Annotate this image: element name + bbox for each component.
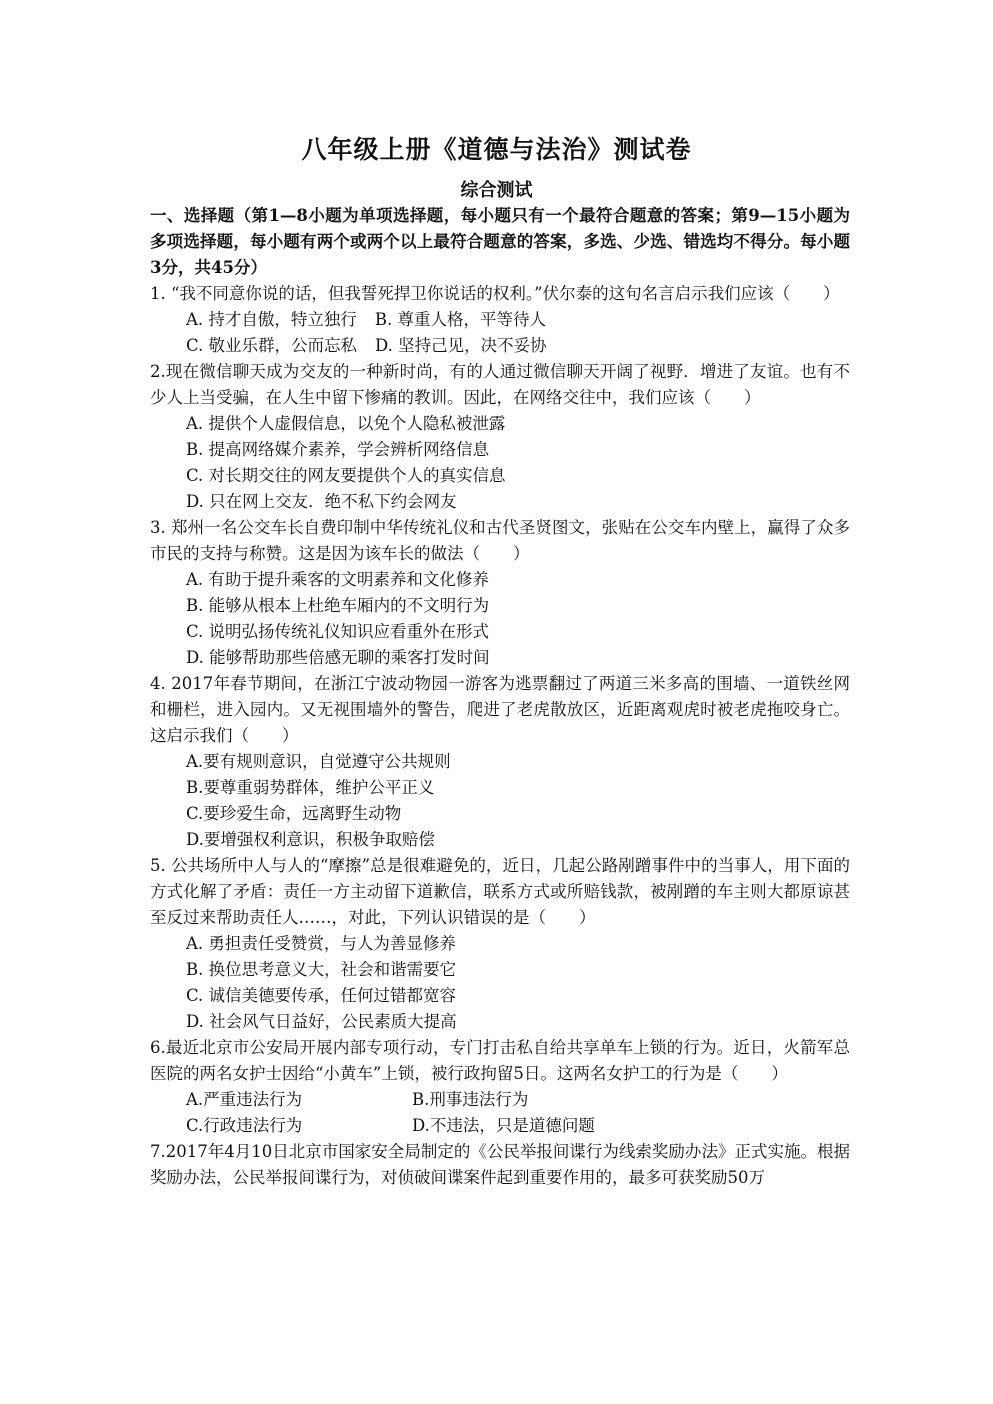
option: A.严重违法行为 xyxy=(186,1090,303,1109)
option: B.刑事违法行为 xyxy=(412,1090,529,1109)
question-stem: 4. 2017年春节期间，在浙江宁波动物园一游客为逃票翻过了两道三米多高的围墙、一道铁丝网和栅栏，进入园内。又无视围墙外的警告，爬进了老虎散放区，近距离观虎时被老虎拖咬身亡。这启示我们（ ） xyxy=(150,674,850,745)
option: B. 换位思考意义大，社会和谐需要它 xyxy=(186,960,457,979)
option: C. 对长期交往的网友要提供个人的真实信息 xyxy=(186,466,506,485)
page-title: 八年级上册《道德与法治》测试卷 xyxy=(301,135,692,164)
option: B. 能够从根本上杜绝车厢内的不文明行为 xyxy=(186,596,490,615)
option: C.要珍爱生命，远离野生动物 xyxy=(186,804,402,823)
question-stem: 2.现在微信聊天成为交友的一种新时尚，有的人通过微信聊天开阔了视野．增进了友谊。也有不少人上当受骗，在人生中留下惨痛的教训。因此，在网络交往中，我们应该（ ） xyxy=(150,362,850,407)
page-subtitle: 综合测试 xyxy=(460,180,533,201)
question-stem: 5. 公共场所中人与人的“摩擦”总是很难避免的，近日，几起公路剐蹭事件中的当事人，用下面的方式化解了矛盾：责任一方主动留下道歉信，联系方式或所赔钱款，被剐蹭的车主则大都原谅甚至反过来帮助责任人……，对此，下列认识错误的是（ ） xyxy=(150,856,850,927)
question-stem: 7.2017年4月10日北京市国家安全局制定的《公民举报间谍行为线索奖励办法》正式实施。根据奖励办法，公民举报间谍行为，对侦破间谍案件起到重要作用的，最多可获奖励50万 xyxy=(150,1142,850,1187)
option: A. 勇担责任受赞赏，与人为善显修养 xyxy=(186,934,456,953)
option: B.要尊重弱势群体，维护公平正义 xyxy=(186,778,435,797)
section-header: 一、选择题（第1—8小题为单项选择题，每小题只有一个最符合题意的答案；第9—15小题为多项选择题，每小题有两个或两个以上最符合题意的答案，多选、少选、错选均不得分。每小题3分，共45分） xyxy=(150,206,850,277)
option: D.要增强权利意识，积极争取赔偿 xyxy=(186,830,435,849)
option: D. 只在网上交友．绝不私下约会网友 xyxy=(186,492,457,511)
exam-content xyxy=(150,203,850,1191)
option-row xyxy=(150,1113,850,1139)
option: D. 坚持己见，决不妥协 xyxy=(375,336,547,355)
option: B. 提高网络媒介素养，学会辨析网络信息 xyxy=(186,440,490,459)
option: C. 敬业乐群，公而忘私 xyxy=(186,336,358,355)
option: A. 有助于提升乘客的文明素养和文化修养 xyxy=(186,570,489,589)
option: D. 能够帮助那些倍感无聊的乘客打发时间 xyxy=(186,648,490,667)
question-stem: 3. 郑州一名公交车长自费印制中华传统礼仪和古代圣贤图文，张贴在公交车内壁上，赢得了众多市民的支持与称赞。这是因为该车长的做法（ ） xyxy=(150,518,850,563)
question-stem: 6.最近北京市公安局开展内部专项行动，专门打击私自给共享单车上锁的行为。近日，火箭军总医院的两名女护士因给“小黄车”上锁，被行政拘留5日。这两名女护工的行为是（ ） xyxy=(150,1038,850,1083)
option: D.不违法，只是道德问题 xyxy=(412,1116,595,1135)
option-row xyxy=(150,1087,850,1113)
option: B. 尊重人格，平等待人 xyxy=(374,310,547,329)
option: A. 持才自傲，特立独行 xyxy=(186,310,357,329)
option-row xyxy=(150,333,850,359)
question-stem: 1. “我不同意你说的话，但我誓死捍卫你说话的权利。”伏尔泰的这句名言启示我们应该（ ） xyxy=(150,284,840,303)
option: C. 诚信美德要传承，任何过错都宽容 xyxy=(186,986,457,1005)
option: A.要有规则意识，自觉遵守公共规则 xyxy=(186,752,451,771)
option: D. 社会风气日益好，公民素质大提高 xyxy=(186,1012,457,1031)
option: C. 说明弘扬传统礼仪知识应看重外在形式 xyxy=(186,622,490,641)
option: C.行政违法行为 xyxy=(186,1116,303,1135)
option: A. 提供个人虚假信息，以免个人隐私被泄露 xyxy=(186,414,506,433)
option-row xyxy=(150,307,850,333)
